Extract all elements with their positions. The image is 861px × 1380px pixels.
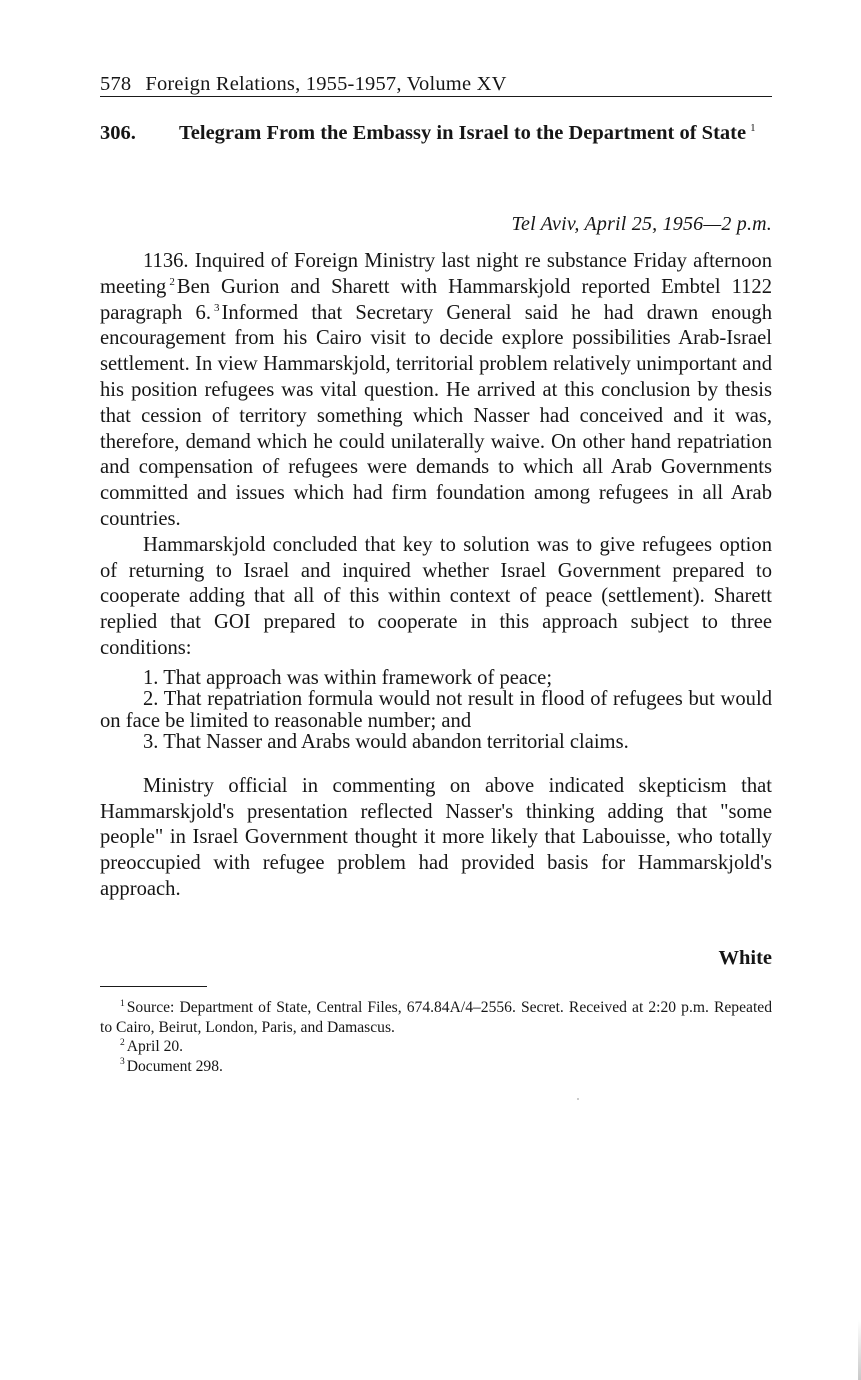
footnote-3-text: Document 298. <box>126 1057 223 1075</box>
document-page <box>100 0 772 1380</box>
footnote-2-text: April 20. <box>126 1038 184 1055</box>
dateline: Tel Aviv, April 25, 1956—2 p.m. <box>511 213 772 235</box>
document-number: 306. <box>100 122 136 144</box>
paragraph-1-part-c: Informed that Secretary General said he had drawn enough encouragement from his Cairo visit to decide explore possibilities Arab-Israel settlement. In view Hammarskjold, territorial problem relatively unimportant and his position refugees was vital question. He arrived at this conclusion by thesis that cession of territory something which Nasser had conceived and it was, therefore, demand which he could unilaterally waive. On other hand repatriation and compensation of refugees were demands to which all Arab Governments committed and issues which had firm foundation among refugees in all Arab countries. <box>100 301 773 530</box>
document-title-text: Telegram From the Embassy in Israel to the Department of State <box>179 122 747 144</box>
paragraph-1 <box>100 249 772 533</box>
document-title <box>179 121 769 146</box>
footnote-2-mark: 2 <box>120 1037 125 1048</box>
footnotes <box>100 998 772 1076</box>
footnote-3-mark: 3 <box>120 1057 125 1068</box>
paragraph-1-part-a: 1136. Inquired of Foreign Ministry last night re substance Friday afternoon meeting <box>100 250 772 298</box>
condition-item: 1. That approach was within framework of peace; <box>143 666 553 689</box>
condition-item: 2. That repatriation formula would not result in flood of refugees but would on face be limited to reasonable number; and <box>100 688 772 732</box>
page-number: 578 <box>100 73 132 95</box>
footnote-ref-3[interactable]: 3 <box>213 301 220 314</box>
footnote-2 <box>100 1037 772 1057</box>
running-head <box>100 72 772 97</box>
paragraph-3: Ministry official in commenting on above indicated skepticism that Hammarskjold's presentation reflected Nasser's thinking adding that "some people" in Israel Government thought it more likely that Labouisse, who totally preoccupied with refugee problem had provided basis for Hammarskjold's approach. <box>100 774 772 900</box>
footnote-1-text: Source: Department of State, Central Files, 674.84A/4–2556. Secret. Received at 2:20 p.m. Repeated to Cairo, Beirut, London, Paris, and Damascus. <box>100 999 772 1036</box>
footnote-ref-1[interactable]: 1 <box>750 122 756 135</box>
footnote-3 <box>100 1057 772 1077</box>
footnote-ref-2[interactable]: 2 <box>169 275 175 288</box>
paragraph-2: Hammarskjold concluded that key to solution was to give refugees option of returning to Israel and inquired whether Israel Government prepared to cooperate adding that all of this within context of peace (settlement). Sharett replied that GOI prepared to cooperate in this approach subject to three conditions: <box>100 533 772 659</box>
footnote-divider <box>100 986 207 987</box>
footnote-1-mark: 1 <box>120 998 125 1009</box>
condition-item: 3. That Nasser and Arabs would abandon territorial claims. <box>143 731 629 754</box>
conditions-list <box>100 668 772 754</box>
signature: White <box>718 947 772 969</box>
scan-speck <box>577 1098 579 1100</box>
publication-title: Foreign Relations, 1955-1957, Volume XV <box>145 73 507 95</box>
telegram-body <box>100 249 772 903</box>
paragraph-1-part-b: Ben Gurion and Sharett with Hammarskjold reported Embtel 1122 paragraph 6. <box>100 275 772 324</box>
footnote-1 <box>100 998 772 1037</box>
